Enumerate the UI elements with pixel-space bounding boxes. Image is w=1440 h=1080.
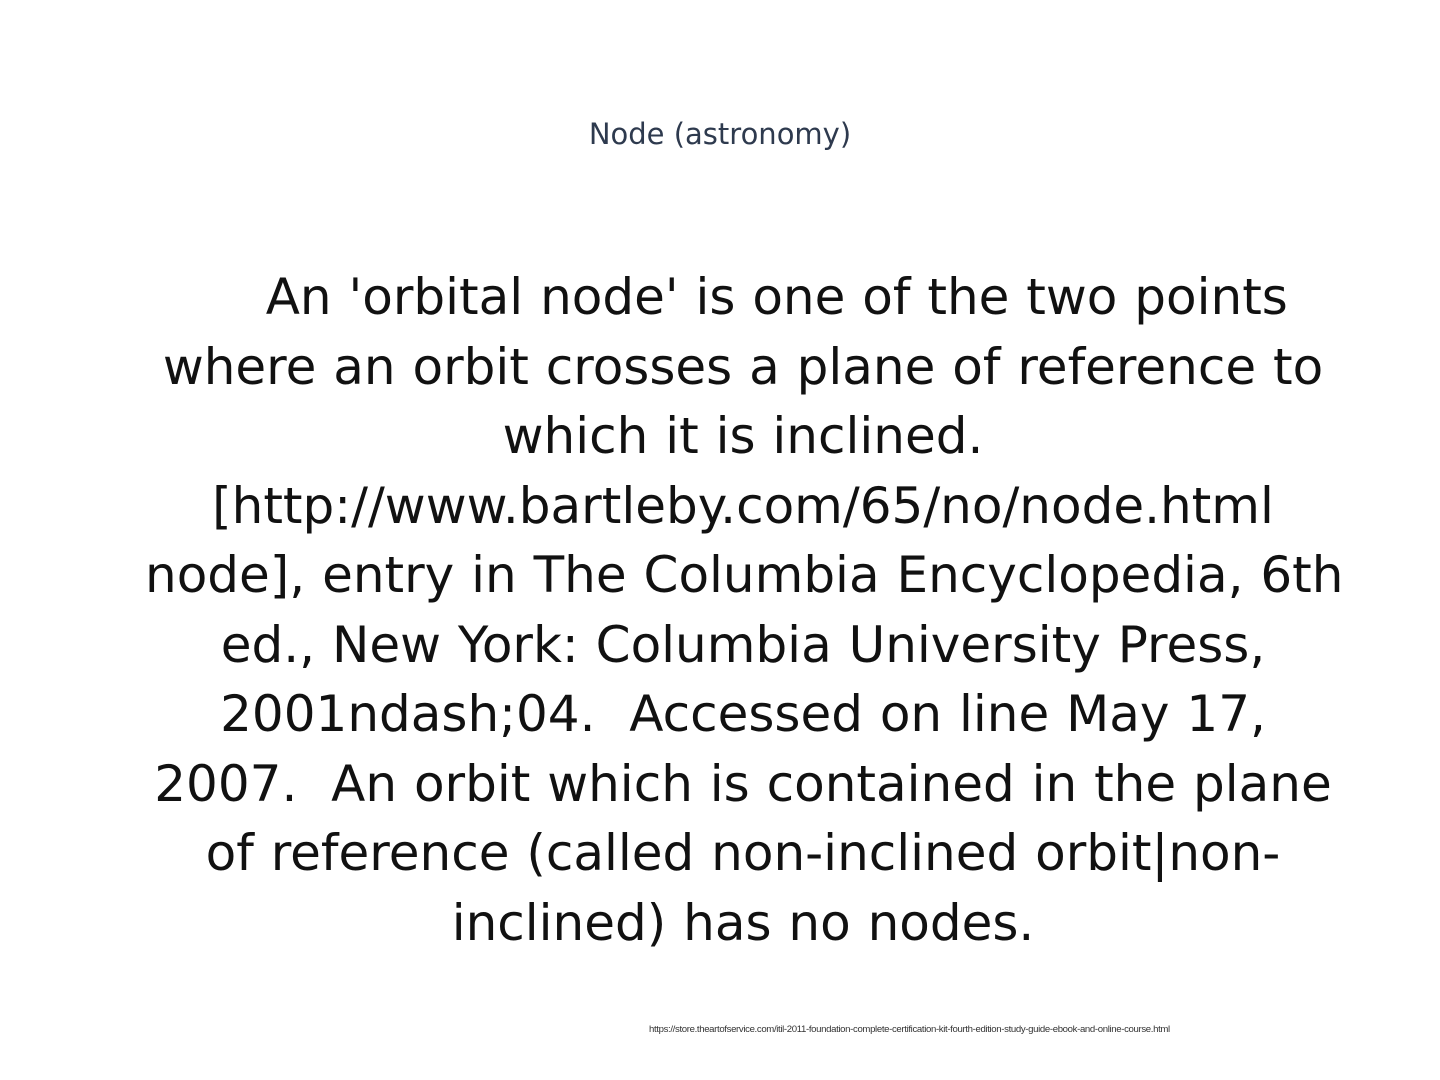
body-line: node], entry in The Columbia Encyclopedia, 6th <box>145 546 1344 604</box>
body-line: of reference (called non-inclined orbit|non- <box>205 824 1281 882</box>
slide-body-text <box>145 263 1344 958</box>
body-line: 2007. An orbit which is contained in the plane <box>154 754 1332 813</box>
body-line: which it is inclined. <box>502 407 984 465</box>
slide-title: Node (astronomy) <box>588 117 852 151</box>
body-line: An 'orbital node' is one of the two points <box>198 268 1288 326</box>
body-line: [http://www.bartleby.com/65/no/node.html <box>212 476 1274 535</box>
body-line: ed., New York: Columbia University Press, <box>220 615 1266 674</box>
footer-source-url: https://store.theartofservice.com/itil-2011-foundation-complete-certification-kit-fourth-edition-study-guide-ebook-and-online-course.html <box>649 1024 1170 1035</box>
body-line: 2001ndash;04. Accessed on line May 17, <box>220 685 1266 743</box>
body-line: inclined) has no nodes. <box>451 893 1035 952</box>
body-line: where an orbit crosses a plane of reference to <box>162 337 1324 396</box>
